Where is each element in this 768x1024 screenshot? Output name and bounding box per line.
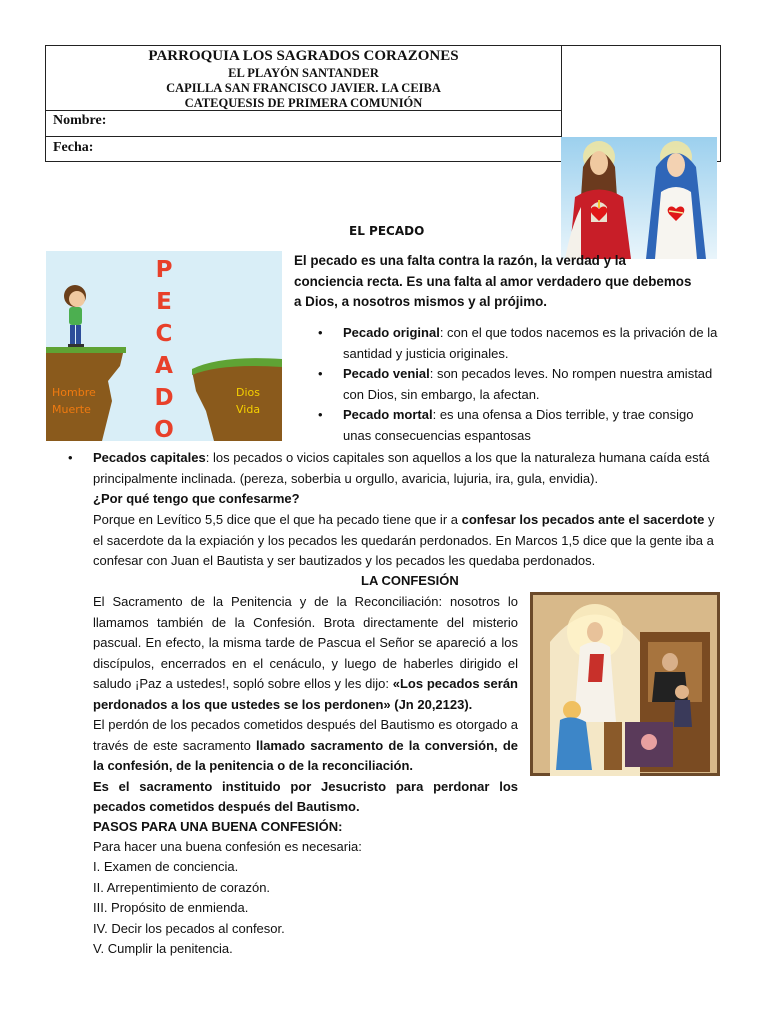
- confession-image: [530, 592, 720, 776]
- section-title-pecado: EL PECADO: [349, 224, 425, 238]
- steps-title: PASOS PARA UNA BUENA CONFESIÓN:: [93, 819, 343, 834]
- name-label: Nombre:: [53, 113, 107, 128]
- list-item: V. Cumplir la penitencia.: [93, 941, 233, 956]
- sacred-hearts-image: [561, 137, 717, 259]
- parish-name: PARROQUIA LOS SAGRADOS CORAZONES: [148, 48, 459, 64]
- list-item: • Pecado original: con el que todos nacemos es la privación de la santidad y justicia originales.: [318, 325, 718, 361]
- right-word-2: Vida: [236, 403, 261, 416]
- left-word-1: Hombre: [52, 386, 96, 399]
- confession-question: ¿Por qué tengo que confesarme?: [93, 491, 300, 506]
- pecado-letter: E: [156, 289, 172, 315]
- pecado-letter: D: [154, 385, 174, 411]
- pecado-illustration: [46, 251, 282, 441]
- parish-place: EL PLAYÓN SANTANDER: [228, 66, 379, 80]
- list-item: II. Arrepentimiento de corazón.: [93, 879, 271, 895]
- capital-sins-item: • Pecados capitales: los pecados o vicios capitales son aquellos a los que la naturaleza humana caída está principalmente inclinada. (pereza, soberbia u orgullo, avaricia, lujuria, ira, gula, envidia).: [68, 450, 710, 486]
- section-title-confesion: LA CONFESIÓN: [361, 573, 459, 588]
- confession-answer: Porque en Levítico 5,5 dice que el que ha pecado tiene que ir a confesar los pecados ante el sacerdote y el sacerdote da la expiación y los pecados les quedarán perdonados. En Marcos 1,5 dice que la gente iba a confesar con Juan el Bautista y ser bautizados y los pecados les quedaba perdonados.: [93, 512, 715, 568]
- steps-intro: Para hacer una buena confesión es necesaria:: [93, 839, 362, 854]
- pecado-letter: P: [155, 257, 173, 283]
- confesion-body: El Sacramento de la Penitencia y de la Reconciliación: nosotros lo llamamos también de la Confesión. Brota directamente del misterio pascual. En efecto, la misma tarde de Pascua el Señor se apareció a los discípulos, encerrados en el cenáculo, y luego de haberles dirigido el saludo ¡Paz a ustedes!, sopló sobre ellos y les dijo: «Los pecados serán perdonados a los que ustedes se los perdonen» (Jn 20,2123). El perdón de los pecados cometidos después del Bautismo es otorgado a través de este sacramento llamado sacramento de la conversión, de la confesión, de la penitencia o de la reconciliación. Es el sacramento instituido por Jesucristo para perdonar los pecados cometidos después del Bautismo.: [93, 594, 518, 814]
- left-word-2: Muerte: [52, 403, 91, 416]
- list-item: IV. Decir los pecados al confesor.: [93, 920, 285, 936]
- pecado-letter: C: [155, 321, 173, 347]
- date-label: Fecha:: [53, 140, 94, 155]
- list-item: III. Propósito de enmienda.: [93, 900, 249, 915]
- right-word-1: Dios: [236, 386, 260, 399]
- sin-types-list: [318, 323, 723, 446]
- list-item: I. Examen de conciencia.: [93, 859, 239, 874]
- pecado-letter: O: [154, 417, 174, 441]
- pecado-intro: El pecado es una falta contra la razón, la verdad y la conciencia recta. Es una falta al amor verdadero que debemos a Dios, a nosotros mismos y al prójimo.: [294, 253, 692, 309]
- steps-list: [93, 857, 285, 960]
- list-item: • Pecado venial: son pecados leves. No rompen nuestra amistad con Dios, sin embargo, la afectan.: [318, 366, 713, 402]
- pecado-letter: A: [155, 353, 173, 379]
- chapel-name: CAPILLA SAN FRANCISCO JAVIER. LA CEIBA: [166, 81, 441, 95]
- course-name: CATEQUESIS DE PRIMERA COMUNIÓN: [184, 96, 423, 110]
- list-item: • Pecado mortal: es una ofensa a Dios terrible, y trae consigo unas consecuencias espantosas: [318, 407, 694, 443]
